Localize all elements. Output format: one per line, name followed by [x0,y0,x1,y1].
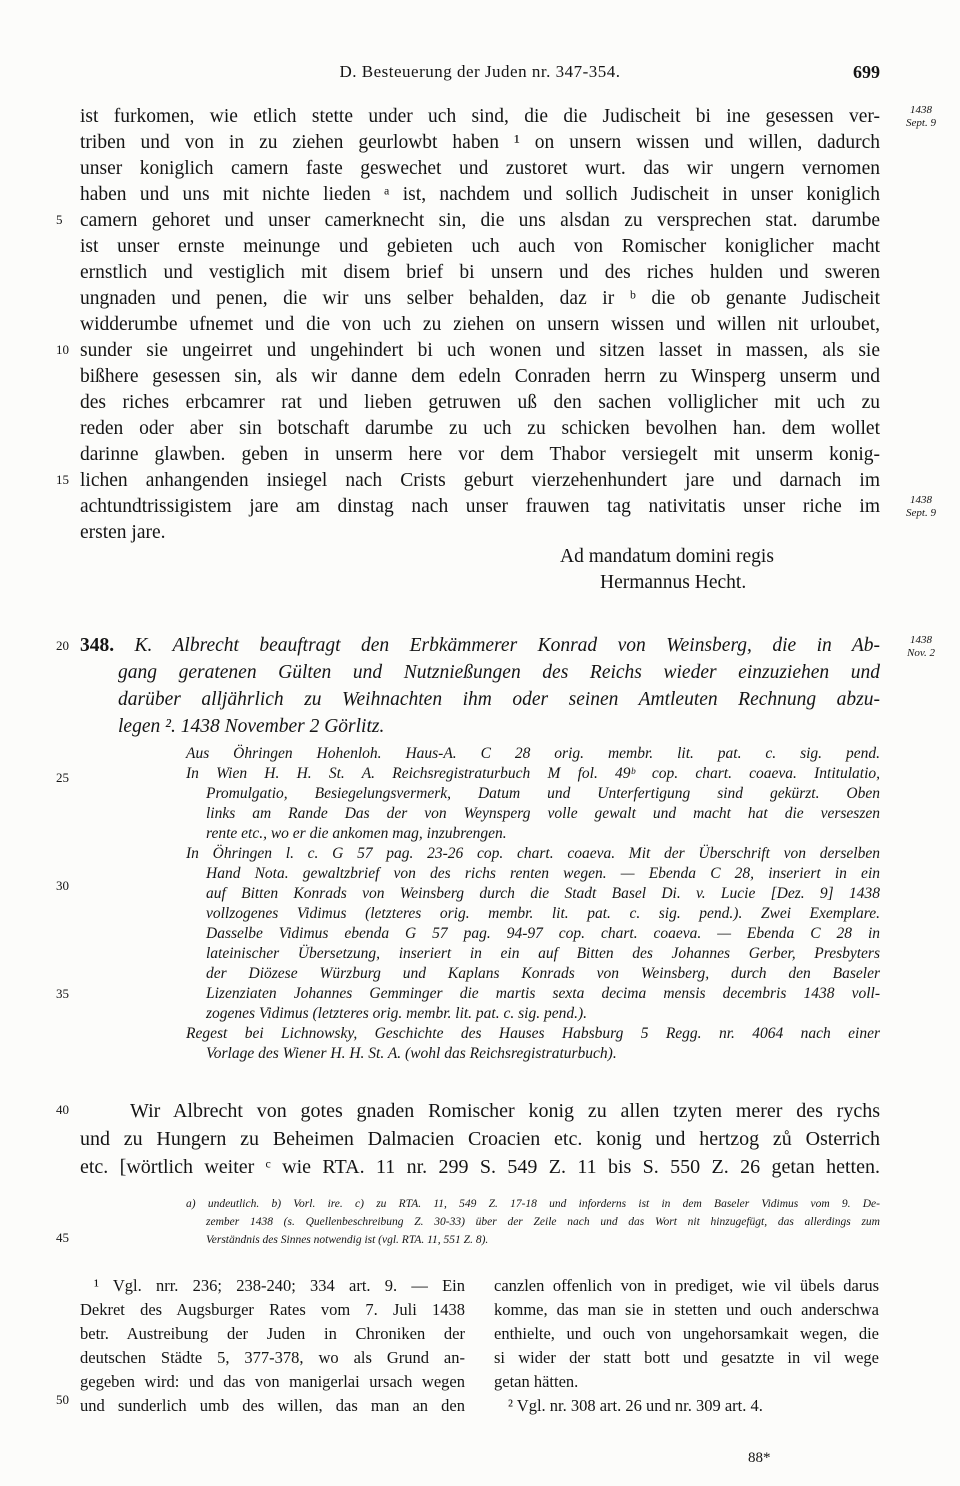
line-number: 50 [56,1392,69,1407]
margin-date-year: 1438 [910,104,932,116]
source-line: Regest bei Lichnowsky, Geschichte des Hauses Habsburg 5 Regg. nr. 4064 nach einer [186,1025,880,1042]
variant-notes [186,1195,880,1249]
text-line: ungnaden und penen, die wir uns selber behalden, daz ir ᵇ die ob genante Judischeit [80,288,880,309]
source-line: links am Rande Das der von Weynsperg volle gewalt und macht hat die verseszen [206,805,880,822]
text-line: ersten jare. [80,522,166,543]
line-number: 30 [56,878,69,893]
page-number: 699 [853,62,880,82]
source-description [186,744,880,1064]
footnotes-left-column [80,1274,465,1418]
text-line: etc. [wörtlich weiter ᶜ wie RTA. 11 nr. 299 S. 549 Z. 11 bis S. 550 Z. 26 getan hetten. [80,1156,880,1178]
text-line: sunder sie ungeirret und ungehindert bi uch wonen und sitzen lasset in massen, als sie [80,340,880,361]
source-line: zogenes Vidimus (letzteres orig. membr. lit. pat. c. sig. pend.). [206,1005,587,1022]
text-line: ernstlich und vestiglich mit disem brief bi unsern und des riches hulden und sweren [80,262,880,283]
source-line: der Diözese Würzburg und Kaplans Konrads von Weinsberg, durch den Baseler [206,965,880,982]
signature-line: Ad mandatum domini regis [560,546,774,567]
source-line: Lizenziaten Johannes Gemminger die martis sexta decima mensis decembris 1438 voll- [206,985,880,1002]
source-line: Dasselbe Vidimus ebenda G 57 pag. 94-97 cop. chart. coaeva. — Ebenda C 28 in [206,925,880,942]
text-line: unser koniglich camern faste geswechet und zustoret wurt. das wir ungern vernomen [80,158,880,179]
note-line: Verständnis des Sinnes notwendig ist (vgl. RTA. 11, 551 Z. 8). [206,1234,489,1246]
heading-line [80,632,880,659]
heading-line: legen ². 1438 November 2 Görlitz. [118,716,385,737]
text-line: camern gehoret und unser camerknecht sin, die uns alsdan zu versprechen stat. darumbe [80,210,880,231]
footnote-line: und sunderlich umb des willen, das man an den [80,1396,465,1415]
line-number: 25 [56,770,69,785]
source-line: Aus Öhringen Hohenloh. Haus-A. C 28 orig. membr. lit. pat. c. sig. pend. [186,745,880,762]
footnote-line: deutschen Städte 5, 377-378, wo als Grund an- [80,1348,465,1367]
document-heading [80,632,880,740]
margin-date-day: Sept. 9 [906,117,936,129]
text-line: ist unser ernste meinunge und gebieten uch auch von Romischer koniglicher macht [80,236,880,257]
text-line: triben und von in zu ziehen geurlowbt haben ¹ on unsern wissen und willen, dadurch [80,132,880,153]
line-number: 5 [56,212,63,227]
heading-line: gang geratenen Gülten und Nutznießungen des Reichs wieder einzuziehen und [118,662,880,683]
source-line: lateinischer Übersetzung, inseriert in ein auf Bitten des Johannes Gerber, Presbyters [206,945,880,962]
source-line: Promulgatio, Besiegelungsvermerk, Datum und Unterfertigung sind gekürzt. Oben [206,785,880,802]
margin-date-year: 1438 [910,494,932,506]
footnote-line: getan hätten. [494,1372,579,1391]
line-number: 15 [56,472,69,487]
text-line: bißhere gesessen sin, als wir danne dem edeln Conraden herrn zu Winsperg unserm und [80,366,880,387]
line-number: 40 [56,1102,69,1117]
source-line: rente etc., wo er die ankomen mag, inzubrengen. [206,825,507,842]
footnote-line: enthielte, und ouch von ungehorsamkait wegen, die [494,1324,879,1343]
text-line: achtundtrissigistem jare am dinstag nach unser frauwen tag nativitatis unser riche im [80,496,880,517]
text-line: haben und uns mit nichte lieden ᵃ ist, nachdem und sollich Judischeit in unser koniglich [80,184,880,205]
margin-date [888,634,954,660]
source-line: auf Bitten Konrads von Weinsberg durch die Stadt Basel Di. v. Lucie [Dez. 9] 1438 [206,885,880,902]
running-head [80,62,880,88]
footnote-line: ² Vgl. nr. 308 art. 26 und nr. 309 art. 4. [508,1396,763,1415]
running-title: D. Besteuerung der Juden nr. 347-354. [339,62,621,81]
note-line: zember 1438 (s. Quellenbeschreibung Z. 30-33) über der Zeile nach und das Wort nit hinzugefügt, das allerdings zum [206,1216,880,1228]
margin-date [888,104,954,130]
line-number: 20 [56,638,69,653]
margin-date-day: Sept. 9 [906,507,936,519]
document-text [80,1097,880,1181]
source-line: vollzogenes Vidimus (letzteres orig. membr. lit. pat. c. sig. pend.). Zwei Exemplare. [206,905,880,922]
document-number: 348. [80,635,115,656]
source-line: In Wien H. H. St. A. Reichsregistraturbuch M fol. 49ᵇ cop. chart. coaeva. Intitulatio, [186,765,880,782]
source-line: Hand Nota. gewaltzbrief von des richs renten wegen. — Ebenda C 28, inseriert in ein [206,865,880,882]
source-line: In Öhringen l. c. G 57 pag. 23-26 cop. chart. coaeva. Mit der Überschrift von derselben [186,845,880,862]
text-line: widderumbe ufnemet und die von uch zu ziehen on unsern wissen und willen nit urloubet, [80,314,880,335]
text-line: des riches erbcamrer rat und lieben getruwen uß den sachen volliglicher mit uch zu [80,392,880,413]
footnotes-right-column [494,1274,879,1418]
footnote-line: betr. Austreibung der Juden in Chroniken der [80,1324,465,1343]
sheet-signature: 88* [748,1450,771,1466]
signature-name: Hermannus Hecht. [600,572,747,593]
note-line: a) undeutlich. b) Vorl. ire. c) zu RTA. 11, 549 Z. 17-18 und inforderns ist in dem Baseler Vidimus vom 9. De- [186,1198,880,1210]
line-number: 10 [56,342,69,357]
footnote-line: Dekret des Augsburger Rates vom 7. Juli 1438 [80,1300,465,1319]
footnote-line: ¹ Vgl. nrr. 236; 238-240; 334 art. 9. — Ein [94,1276,465,1295]
document-body [80,104,880,546]
text-line: Wir Albrecht von gotes gnaden Romischer konig zu allen tzyten merer des rychs [130,1100,880,1122]
margin-date-day: Nov. 2 [907,647,935,659]
text-line: und zu Hungern zu Beheimen Dalmacien Croacien etc. konig und hertzog zů Osterrich [80,1128,880,1150]
line-number: 35 [56,986,69,1001]
margin-date [888,494,954,520]
line-number: 45 [56,1230,69,1245]
heading-text: K. Albrecht beauftragt den Erbkämmerer Konrad von Weinsberg, die in Ab- [134,635,880,656]
footnote-line: si wider der statt bott und gesatzte in vil wege [494,1348,879,1367]
source-line: Vorlage des Wiener H. H. St. A. (wohl das Reichsregistraturbuch). [206,1045,617,1062]
text-line: lichen anhangenden insiegel nach Crists geburt vierzehenhundert jare und darnach im [80,470,880,491]
footnote-line: canzlen offenlich von in prediget, wie vil übels darus [494,1276,879,1295]
footnote-line: gegeben wird: und das von manigerlai ursach wegen [80,1372,465,1391]
text-line: ist furkomen, wie etlich stette under uch sind, die die Judischeit bi ine gesessen ver- [80,106,880,127]
heading-line: darüber alljährlich zu Weihnachten ihm oder seinen Amtleuten Rechnung abzu- [118,689,880,710]
text-line: darinne glawben. geben in unserm here vor dem Thabor versiegelt mit unserm konig- [80,444,880,465]
margin-date-year: 1438 [910,634,932,646]
footnote-line: komme, das man sie in stetten und ouch anderschwa [494,1300,879,1319]
text-line: reden oder aber sin botschaft darumbe zu uch zu schicken bevolhen han. dem wollet [80,418,880,439]
